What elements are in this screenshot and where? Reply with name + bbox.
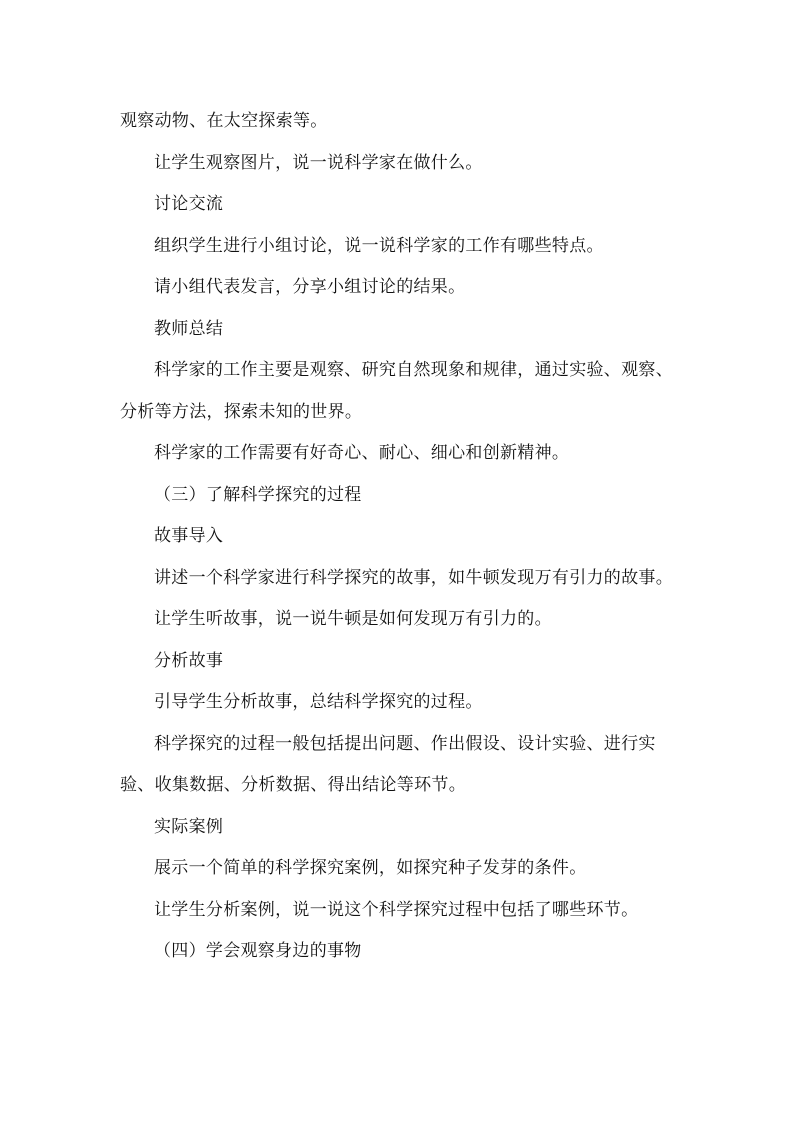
subheading-story-intro: 故事导入 xyxy=(154,526,224,546)
paragraph: 让学生观察图片，说一说科学家在做什么。 xyxy=(154,152,483,173)
paragraph: 科学家的工作主要是观察、研究自然现象和规律，通过实验、观察、分析等方法，探索未知的世界。 xyxy=(120,360,673,422)
subheading-teacher-summary: 教师总结 xyxy=(154,318,224,339)
paragraph: 展示一个简单的科学探究案例，如探究种子发芽的条件。 xyxy=(154,858,587,878)
paragraph: 讲述一个科学家进行科学探究的故事，如牛顿发现万有引力的故事。 xyxy=(154,567,673,588)
subheading-analyze-story: 分析故事 xyxy=(154,650,224,671)
subheading-case: 实际案例 xyxy=(154,816,224,837)
paragraph: 请小组代表发言，分享小组讨论的结果。 xyxy=(154,277,466,297)
section-heading-4: （四）学会观察身边的事物 xyxy=(154,941,362,961)
paragraph: 科学家的工作需要有好奇心、耐心、细心和创新精神。 xyxy=(154,443,570,463)
paragraph: 让学生听故事，说一说牛顿是如何发现万有引力的。 xyxy=(154,609,552,629)
paragraph: 引导学生分析故事，总结科学探究的过程。 xyxy=(154,692,483,712)
paragraph-continuation: 观察动物、在太空探索等。 xyxy=(120,111,328,131)
paragraph: 组织学生进行小组讨论，说一说科学家的工作有哪些特点。 xyxy=(154,235,604,256)
document-body xyxy=(120,101,680,973)
paragraph: 科学探究的过程一般包括提出问题、作出假设、设计实验、进行实验、收集数据、分析数据、得出结论等环节。 xyxy=(120,733,656,795)
paragraph: 让学生分析案例，说一说这个科学探究过程中包括了哪些环节。 xyxy=(154,899,639,920)
subheading-discussion: 讨论交流 xyxy=(154,194,224,214)
section-heading-3: （三）了解科学探究的过程 xyxy=(154,484,362,505)
